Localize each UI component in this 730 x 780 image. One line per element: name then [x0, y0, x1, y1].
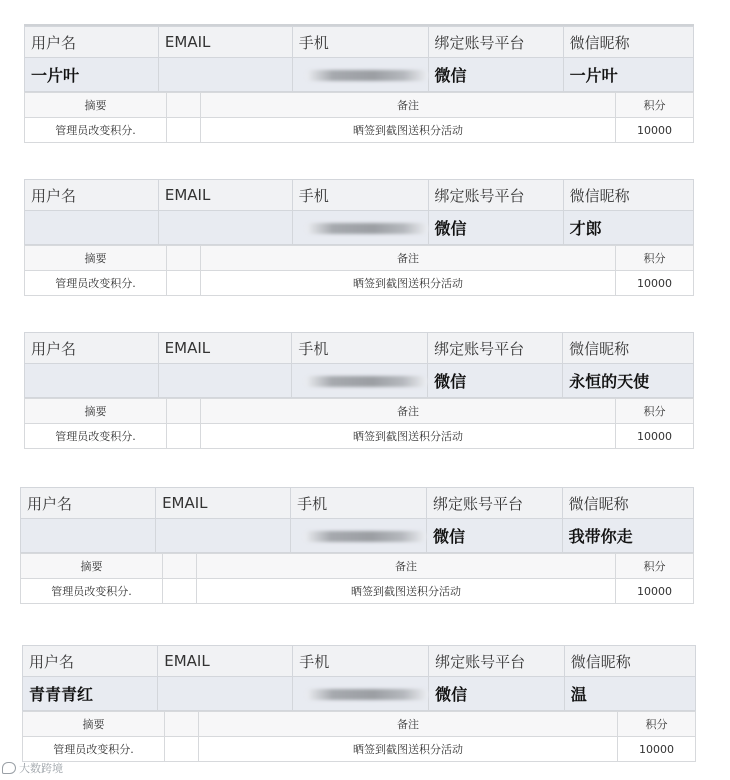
- col-email: EMAIL: [156, 488, 291, 519]
- platform-value: 微信: [429, 677, 565, 711]
- username-value: [25, 364, 159, 398]
- col-blank: [165, 712, 199, 737]
- col-platform: 绑定账号平台: [428, 180, 563, 211]
- col-summary: 摘要: [25, 246, 167, 271]
- record-block: [24, 24, 694, 146]
- platform-value: 微信: [428, 364, 563, 398]
- col-platform: 绑定账号平台: [428, 27, 563, 58]
- col-nickname: 微信昵称: [564, 646, 695, 677]
- user-table: [20, 487, 694, 553]
- watermark: [2, 760, 63, 776]
- points-detail-table: [20, 553, 694, 604]
- blank-value: [163, 579, 197, 604]
- remark-value: 晒签到截图送积分活动: [201, 118, 616, 143]
- phone-value: [291, 519, 427, 553]
- redacted-phone: [306, 689, 428, 700]
- col-email: EMAIL: [158, 27, 292, 58]
- email-value: [158, 211, 292, 245]
- user-table: [24, 26, 694, 92]
- user-table: [22, 645, 696, 711]
- points-detail-table: [24, 92, 694, 143]
- redacted-phone: [306, 70, 428, 81]
- nickname-value: 一片叶: [563, 58, 693, 92]
- col-email: EMAIL: [158, 646, 293, 677]
- col-phone: 手机: [292, 180, 428, 211]
- summary-value: 管理员改变积分.: [23, 737, 165, 762]
- remark-value: 晒签到截图送积分活动: [201, 424, 616, 449]
- username-value: 一片叶: [25, 58, 159, 92]
- col-summary: 摘要: [23, 712, 165, 737]
- username-value: [25, 211, 159, 245]
- col-points: 积分: [616, 93, 694, 118]
- nickname-value: 永恒的天使: [563, 364, 694, 398]
- col-platform: 绑定账号平台: [428, 333, 563, 364]
- col-summary: 摘要: [21, 554, 163, 579]
- user-table: [24, 332, 694, 398]
- record-block: [24, 330, 694, 452]
- col-remark: 备注: [197, 554, 616, 579]
- email-value: [158, 58, 292, 92]
- col-summary: 摘要: [25, 399, 167, 424]
- blank-value: [167, 118, 201, 143]
- col-nickname: 微信昵称: [563, 180, 693, 211]
- record-block: [20, 485, 694, 607]
- user-table: [24, 179, 694, 245]
- summary-value: 管理员改变积分.: [25, 118, 167, 143]
- phone-value: [292, 58, 428, 92]
- platform-value: 微信: [428, 58, 563, 92]
- email-value: [158, 677, 293, 711]
- col-remark: 备注: [199, 712, 618, 737]
- email-value: [158, 364, 292, 398]
- col-points: 积分: [616, 399, 694, 424]
- points-value: 10000: [616, 424, 694, 449]
- col-email: EMAIL: [158, 333, 292, 364]
- remark-value: 晒签到截图送积分活动: [199, 737, 618, 762]
- col-remark: 备注: [201, 93, 616, 118]
- points-value: 10000: [616, 271, 694, 296]
- nickname-value: 温: [564, 677, 695, 711]
- col-phone: 手机: [292, 333, 428, 364]
- col-platform: 绑定账号平台: [429, 646, 565, 677]
- phone-value: [292, 211, 428, 245]
- col-phone: 手机: [292, 27, 428, 58]
- redacted-phone: [305, 376, 427, 387]
- summary-value: 管理员改变积分.: [25, 424, 167, 449]
- platform-value: 微信: [427, 519, 563, 553]
- col-username: 用户名: [25, 27, 159, 58]
- col-username: 用户名: [25, 333, 159, 364]
- remark-value: 晒签到截图送积分活动: [197, 579, 616, 604]
- chat-bubble-icon: [2, 762, 16, 774]
- summary-value: 管理员改变积分.: [25, 271, 167, 296]
- email-value: [156, 519, 291, 553]
- col-blank: [167, 246, 201, 271]
- col-username: 用户名: [23, 646, 158, 677]
- col-points: 积分: [616, 554, 694, 579]
- col-phone: 手机: [291, 488, 427, 519]
- col-nickname: 微信昵称: [562, 488, 693, 519]
- summary-value: 管理员改变积分.: [21, 579, 163, 604]
- platform-value: 微信: [428, 211, 563, 245]
- col-blank: [167, 93, 201, 118]
- nickname-value: 我带你走: [562, 519, 693, 553]
- phone-value: [293, 677, 429, 711]
- record-block: [22, 643, 696, 765]
- col-nickname: 微信昵称: [563, 333, 694, 364]
- points-value: 10000: [618, 737, 696, 762]
- col-remark: 备注: [201, 399, 616, 424]
- points-detail-table: [24, 398, 694, 449]
- col-username: 用户名: [25, 180, 159, 211]
- col-username: 用户名: [21, 488, 156, 519]
- nickname-value: 才郎: [563, 211, 693, 245]
- watermark-text: 大数跨境: [19, 762, 63, 775]
- points-detail-table: [24, 245, 694, 296]
- blank-value: [167, 424, 201, 449]
- record-block: [24, 177, 694, 299]
- col-blank: [163, 554, 197, 579]
- points-detail-table: [22, 711, 696, 762]
- col-remark: 备注: [201, 246, 616, 271]
- redacted-phone: [304, 531, 426, 542]
- username-value: [21, 519, 156, 553]
- col-phone: 手机: [293, 646, 429, 677]
- username-value: 青青青红: [23, 677, 158, 711]
- phone-value: [292, 364, 428, 398]
- col-blank: [167, 399, 201, 424]
- blank-value: [165, 737, 199, 762]
- redacted-phone: [306, 223, 428, 234]
- col-points: 积分: [618, 712, 696, 737]
- col-nickname: 微信昵称: [563, 27, 693, 58]
- col-summary: 摘要: [25, 93, 167, 118]
- col-platform: 绑定账号平台: [427, 488, 563, 519]
- col-email: EMAIL: [158, 180, 292, 211]
- points-value: 10000: [616, 118, 694, 143]
- points-value: 10000: [616, 579, 694, 604]
- blank-value: [167, 271, 201, 296]
- remark-value: 晒签到截图送积分活动: [201, 271, 616, 296]
- col-points: 积分: [616, 246, 694, 271]
